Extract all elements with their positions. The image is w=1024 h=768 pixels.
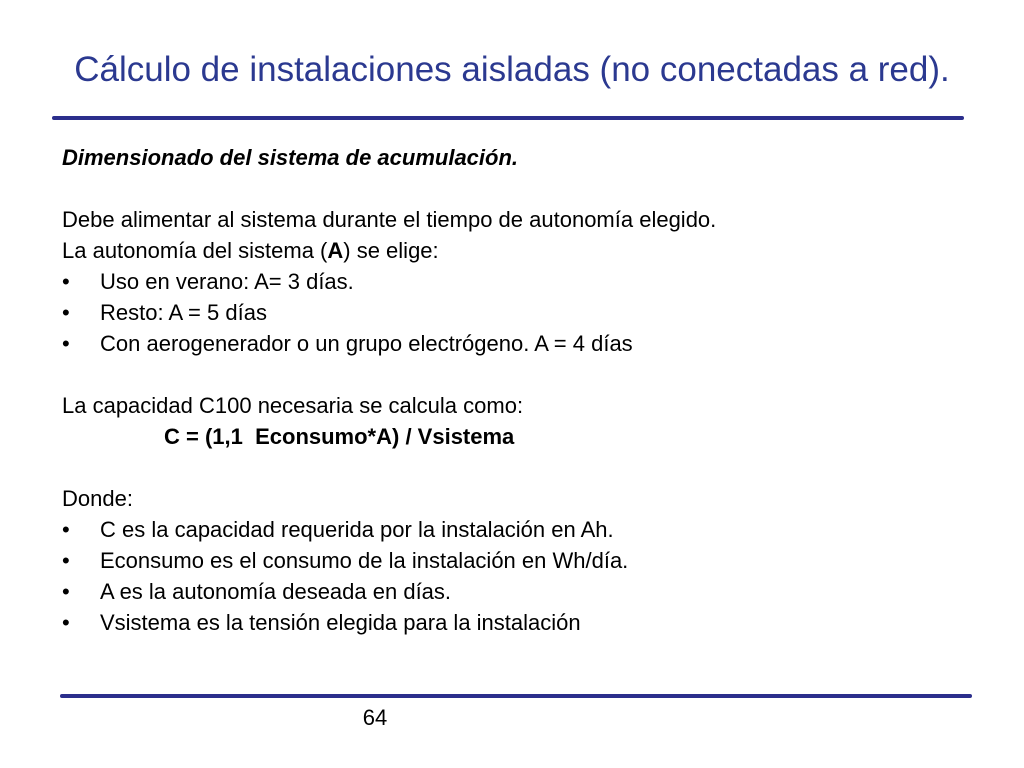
section-subtitle: Dimensionado del sistema de acumulación. <box>62 145 519 170</box>
list-item <box>62 545 962 576</box>
bottom-divider <box>60 694 972 698</box>
formula-text: C = (1,1 Econsumo*A) / Vsistema <box>164 424 515 449</box>
bullet-icon: • <box>62 269 70 294</box>
slide-title: Cálculo de instalaciones aisladas (no conectadas a red). <box>74 50 950 89</box>
bullet-icon: • <box>62 548 70 573</box>
list-item-text: Resto: A = 5 días <box>100 300 267 325</box>
list-item <box>62 607 962 638</box>
list-item-text: Vsistema es la tensión elegida para la instalación <box>100 610 581 635</box>
list-item <box>62 297 962 328</box>
bullet-icon: • <box>62 300 70 325</box>
intro-line-2-suffix: ) se elige: <box>343 238 439 263</box>
slide-body <box>62 142 962 638</box>
capacity-line: La capacidad C100 necesaria se calcula como: <box>62 393 524 418</box>
page-number: 64 <box>362 705 388 730</box>
list-item-text: Econsumo es el consumo de la instalación en Wh/día. <box>100 548 629 573</box>
intro-line-2 <box>62 235 962 266</box>
top-divider <box>52 116 964 120</box>
list-item <box>62 576 962 607</box>
list-item <box>62 266 962 297</box>
list-item-text: C es la capacidad requerida por la instalación en Ah. <box>100 517 614 542</box>
intro-line-1: Debe alimentar al sistema durante el tiempo de autonomía elegido. <box>62 207 717 232</box>
bullet-icon: • <box>62 517 70 542</box>
where-label: Donde: <box>62 486 133 511</box>
list-item <box>62 328 962 359</box>
spacer <box>62 359 962 390</box>
bullet-icon: • <box>62 579 70 604</box>
bullet-icon: • <box>62 610 70 635</box>
autonomy-symbol: A <box>327 238 344 263</box>
list-item-text: A es la autonomía deseada en días. <box>100 579 452 604</box>
list-item-text: Uso en verano: A= 3 días. <box>100 269 354 294</box>
bullet-icon: • <box>62 331 70 356</box>
intro-line-2-prefix: La autonomía del sistema ( <box>62 238 328 263</box>
spacer <box>62 452 962 483</box>
list-item-text: Con aerogenerador o un grupo electrógeno. A = 4 días <box>100 331 633 356</box>
spacer <box>62 173 962 204</box>
list-item <box>62 514 962 545</box>
capacity-formula <box>62 421 962 452</box>
